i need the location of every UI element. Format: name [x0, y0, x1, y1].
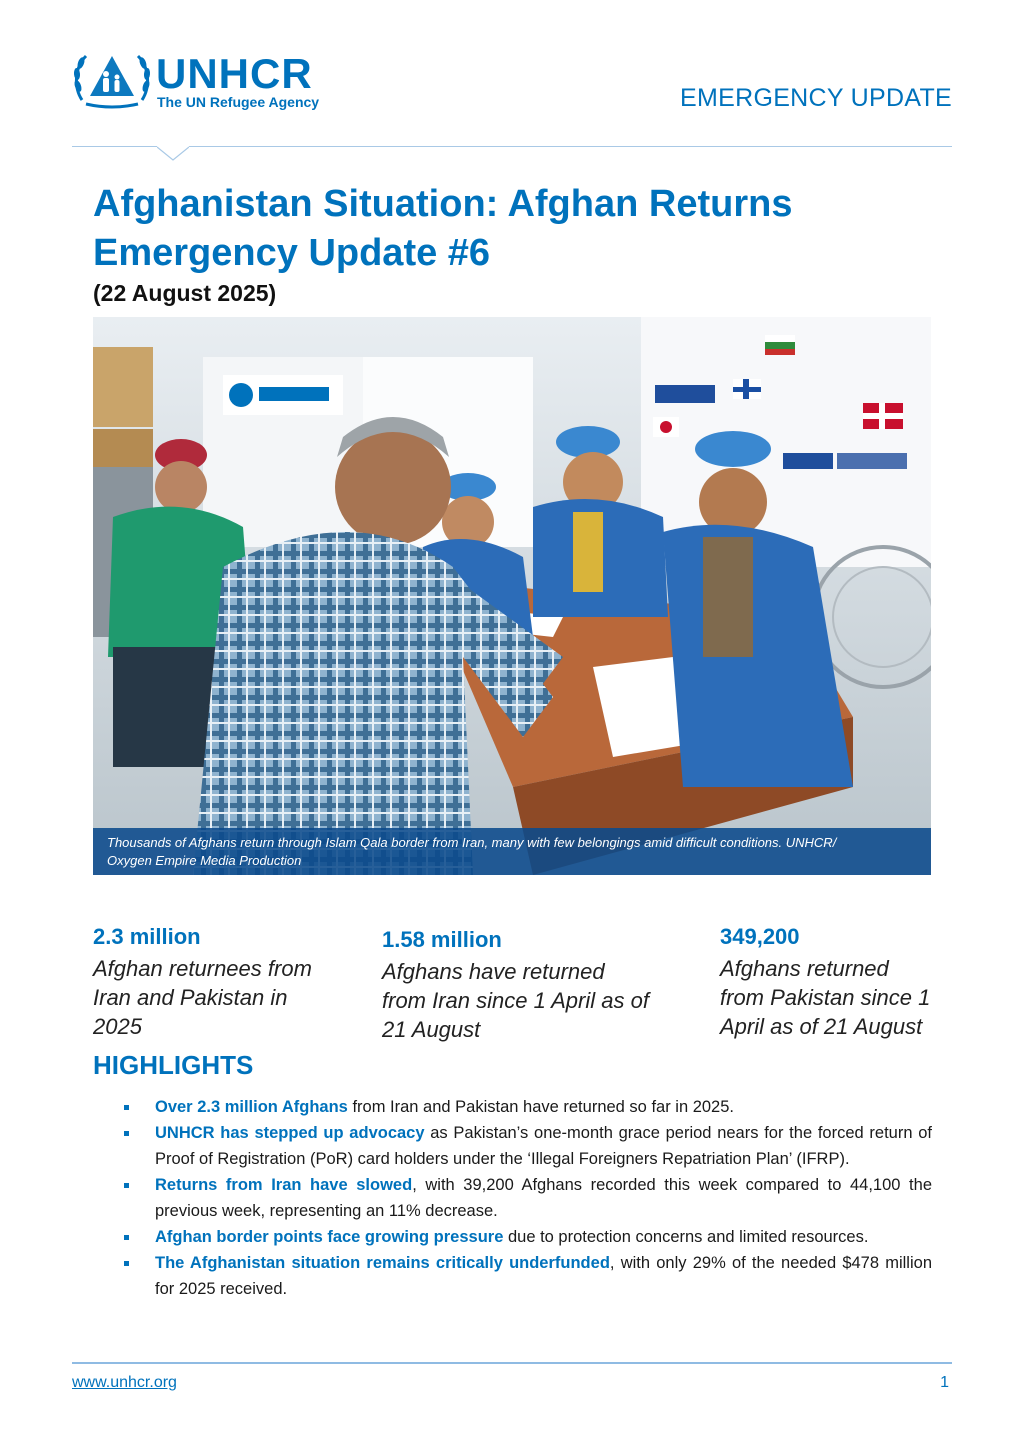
- highlight-text: due to protection concerns and limited resources.: [503, 1228, 869, 1246]
- stat-description: [382, 957, 672, 1044]
- bullet-icon: [124, 1235, 129, 1240]
- stat-value: 349,200: [720, 924, 800, 949]
- highlight-text: from Iran and Pakistan have returned so far in 2025.: [347, 1098, 734, 1116]
- page-number: 1: [940, 1374, 949, 1391]
- highlight-emphasis: Returns from Iran have slowed: [155, 1176, 413, 1194]
- document-type-label: EMERGENCY UPDATE: [680, 84, 952, 112]
- stat-desc-line: Afghans returned: [720, 956, 889, 981]
- highlight-emphasis: Over 2.3 million Afghans: [155, 1098, 348, 1116]
- highlight-item: [124, 1172, 932, 1224]
- highlight-emphasis: The Afghanistan situation remains critically underfunded: [155, 1254, 610, 1272]
- highlights-list: [124, 1094, 932, 1302]
- stat-value: 1.58 million: [382, 927, 502, 952]
- cover-photo: [93, 317, 931, 875]
- highlight-text: , with 39,200 Afghans recorded this week compared to 44,100 the previous week, representing an 11% decrease.: [155, 1176, 932, 1220]
- title-line-1: Afghanistan Situation: Afghan Returns: [93, 183, 793, 225]
- logo-wordmark: UNHCR: [156, 50, 313, 97]
- publication-date: (22 August 2025): [93, 280, 277, 306]
- stat-description: [93, 954, 333, 1041]
- highlight-item: [124, 1250, 932, 1302]
- stat-block-total-returnees: [93, 924, 333, 1041]
- bullet-icon: [124, 1131, 129, 1136]
- title-line-2: Emergency Update #6: [93, 232, 491, 274]
- stat-description: [720, 954, 945, 1041]
- stat-value: 2.3 million: [93, 924, 201, 949]
- highlight-item: [124, 1224, 932, 1250]
- highlight-item: [124, 1120, 932, 1172]
- unhcr-emblem-icon: [72, 48, 152, 112]
- highlight-item: [124, 1094, 932, 1120]
- stat-block-pakistan-returns: [720, 924, 945, 1041]
- bullet-icon: [124, 1183, 129, 1188]
- website-link[interactable]: www.unhcr.org: [72, 1374, 177, 1391]
- page-title: [93, 180, 933, 278]
- bullet-icon: [124, 1261, 129, 1266]
- stat-desc-line: 2025: [93, 1014, 142, 1039]
- bullet-icon: [124, 1105, 129, 1110]
- logo-subtitle: The UN Refugee Agency: [157, 94, 320, 110]
- caption-line-1: Thousands of Afghans return through Islam Qala border from Iran, many with few belongings amid difficult conditions. UNHCR/: [107, 835, 837, 850]
- caption-line-2: Oxygen Empire Media Production: [107, 853, 302, 868]
- stat-desc-line: from Pakistan since 1: [720, 985, 931, 1010]
- registration-desk-photo: [93, 317, 931, 875]
- photo-caption: [93, 828, 931, 875]
- stat-desc-line: Iran and Pakistan in: [93, 985, 288, 1010]
- stat-desc-line: Afghan returnees from: [93, 956, 312, 981]
- footer-divider: [72, 1362, 952, 1364]
- stat-desc-line: April as of 21 August: [720, 1014, 923, 1039]
- header-notch-icon: [157, 146, 189, 162]
- highlight-text: , with only 29% of the needed $478 million for 2025 received.: [155, 1254, 932, 1298]
- highlight-text: as Pakistan’s one-month grace period nears for the forced return of Proof of Registration (PoR) card holders under the ‘Illegal Foreigners Repatriation Plan’ (IFRP).: [155, 1124, 933, 1168]
- stat-desc-line: from Iran since 1 April as of: [382, 988, 649, 1013]
- highlights-heading: HIGHLIGHTS: [93, 1050, 254, 1080]
- stat-desc-line: Afghans have returned: [382, 959, 605, 984]
- highlight-emphasis: Afghan border points face growing pressure: [155, 1228, 504, 1246]
- highlight-emphasis: UNHCR has stepped up advocacy: [155, 1124, 425, 1142]
- stat-block-iran-returns: [382, 927, 672, 1044]
- header-divider: [72, 146, 952, 147]
- stat-desc-line: 21 August: [382, 1017, 481, 1042]
